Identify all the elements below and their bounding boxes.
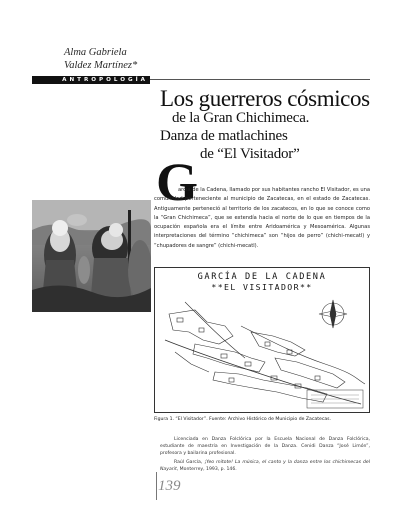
footnote-2-title: ¡Yeo mitote! La música, el canto y la danza entre los chichimecas del Nayarit [160,460,370,472]
header-rule [150,79,370,80]
dancers-photo [32,200,151,312]
map-subtitle: **EL VISITADOR** [211,282,313,292]
map-figure [154,267,370,413]
north-arrow-icon [319,300,347,328]
village-map [155,292,371,412]
body-paragraph [154,186,370,251]
footnote-2 [160,459,370,473]
author-line-1: Alma Gabriela [64,47,127,58]
drop-cap: G [156,152,199,212]
page-number-rule [156,472,157,500]
article-subtitle-line-1: de la Gran Chichimeca. [172,110,310,126]
footnote-1: Licenciada en Danza Folclórica por la Escuela Nacional de Danza Folclórica, estudiante de maestría en Investigación de la Danza. Cenidi Danza “José Limón”, profesora y bailarina profesional. [160,437,370,456]
article-subtitle-line-2: Danza de matlachines [160,128,288,144]
map-title: GARCÍA DE LA CADENA [197,272,327,282]
body-paragraph-text: arcía de la Cadena, llamado por sus habitantes rancho El Visitador, es una comunidad perteneciente al municipio de Zacatecas, en el estado de Zacatecas. Antiguamente perteneció al territorio de los zacatecos, en lo que se conoce como la “Gran Chichimeca”, que se extendía hacia el norte de lo que en tiempos de la ocupación española era el límite entre Aridoamérica y Mesoamérica. Algunas interpretaciones del término “chichimeca” son “hijos de perro” (chichi-mecatl) y “chupadores de sangre” (chichi-mecatl). [154,187,370,249]
footnote-2-prefix: Raúl García, [174,460,203,465]
section-label: ANTROPOLOGÍA [32,76,150,84]
article-subtitle-line-3: de “El Visitador” [200,146,300,162]
figure-caption-source: Fuente: Archivo Histórico de Municipio de Zacatecas. [209,417,332,422]
author-line-2: Valdez Martínez* [64,60,138,71]
figure-caption [154,416,370,423]
footnotes [160,436,370,475]
article-title: Los guerreros cósmicos [160,86,370,111]
page-number: 139 [158,478,181,494]
footnote-2-suffix: , Monterrey, 1993, p. 146. [176,467,237,472]
figure-caption-label: Figura 1. “El Visitador”. [154,417,208,422]
author-name [64,46,154,72]
